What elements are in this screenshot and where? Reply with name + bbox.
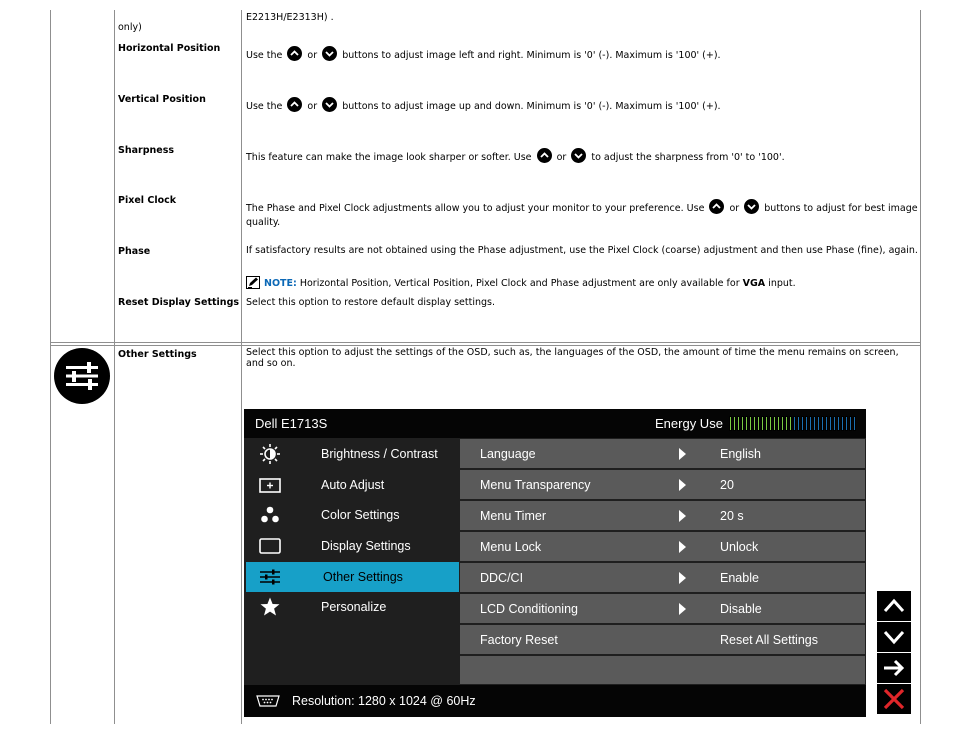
desc-text: This feature can make the image look sharper or softer. Use [246,152,532,163]
row-separator [50,342,921,343]
osd-status-bar [244,685,866,717]
osd-down-button[interactable] [877,622,911,652]
other-settings-icon [258,567,282,587]
osd-option-menu-transparency[interactable] [460,470,865,499]
osd-option-label: Menu Timer [480,509,546,523]
osd-option-factory-reset[interactable] [460,625,865,654]
arrow-right-icon [679,510,686,522]
color-settings-icon [258,505,282,525]
osd-option-value: Unlock [720,540,759,554]
arrow-right-icon [679,479,686,491]
osd-menu-label: Other Settings [323,570,403,584]
horizontal-position-desc [246,46,918,61]
osd-option-menu-lock[interactable] [460,532,865,561]
energy-meter-segment [749,416,752,431]
desc-text: or [556,152,567,163]
osd-menu-display-settings[interactable] [244,531,459,560]
osd-title-bar [244,409,866,438]
desc-text: Use the [246,101,283,112]
desc-text: or [729,203,740,214]
energy-meter [729,416,856,431]
osd-option-label: Factory Reset [480,633,558,647]
phase-desc: If satisfactory results are not obtained using the Phase adjustment, use the Pixel Clock (coarse) adjustment and then use Phase (fine), again. [246,245,918,256]
osd-option-value: English [720,447,761,461]
osd-submenu [460,439,865,685]
energy-meter-segment [801,416,804,431]
osd-model-name: Dell E1713S [255,416,328,431]
chevron-down-icon [882,626,906,648]
osd-option-lcd-conditioning[interactable] [460,594,865,623]
energy-meter-segment [821,416,824,431]
close-icon [882,688,906,710]
sharpness-label: Sharpness [118,145,175,156]
energy-use-label: Energy Use [655,416,723,431]
table-divider-icon-col [114,10,115,724]
vertical-position-desc [246,97,918,112]
osd-menu-label: Personalize [321,600,387,614]
display-settings-icon [258,536,282,556]
auto-adjust-icon [258,475,282,495]
star-icon [258,597,282,617]
energy-meter-segment [733,416,736,431]
energy-meter-segment [765,416,768,431]
note-pencil-icon [246,276,260,289]
chevron-up-icon [882,595,906,617]
osd-option-label: Language [480,447,536,461]
energy-meter-segment [841,416,844,431]
note-vga: VGA [742,278,766,289]
arrow-right-icon [679,572,686,584]
osd-option-value: Disable [720,602,762,616]
osd-menu-color-settings[interactable] [244,500,459,529]
note [246,276,918,289]
energy-meter-segment [817,416,820,431]
energy-meter-segment [837,416,840,431]
arrow-right-icon [679,541,686,553]
arrow-right-icon [679,603,686,615]
osd-option-value: 20 s [720,509,744,523]
energy-meter-segment [833,416,836,431]
horizontal-position-label: Horizontal Position [118,43,221,54]
down-button-icon [322,46,337,61]
osd-menu-label: Color Settings [321,508,400,522]
note-text: Horizontal Position, Vertical Position, Pixel Clock and Phase adjustment are only available for [299,278,740,289]
desc-text: buttons to adjust image up and down. Minimum is '0' (-). Maximum is '100' (+). [342,101,721,112]
osd-exit-button[interactable] [877,684,911,714]
energy-meter-segment [753,416,756,431]
desc-text: The Phase and Pixel Clock adjustments allow you to adjust your monitor to your preference. Use [246,203,705,214]
energy-meter-segment [829,416,832,431]
up-button-icon [287,97,302,112]
arrow-right-icon [882,657,906,679]
energy-meter-segment [745,416,748,431]
brightness-icon [258,444,282,464]
resolution-text: Resolution: 1280 x 1024 @ 60Hz [292,694,476,708]
energy-meter-segment [773,416,776,431]
desc-text: buttons to adjust image left and right. Minimum is '0' (-). Maximum is '100' (+). [342,50,721,61]
desc-text: or [307,50,318,61]
table-border-left [50,10,51,724]
reset-display-settings-label: Reset Display Settings [118,297,240,308]
table-divider-label-col [241,10,242,724]
osd-option-value: Enable [720,571,759,585]
down-button-icon [322,97,337,112]
energy-meter-segment [805,416,808,431]
down-button-icon [571,148,586,163]
table-border-right [920,10,921,724]
osd-menu-auto-adjust[interactable] [244,470,459,499]
energy-meter-segment [793,416,796,431]
energy-meter-segment [741,416,744,431]
vga-connector-icon [256,695,280,707]
osd-option-value: 20 [720,478,734,492]
osd-up-button[interactable] [877,591,911,621]
osd-menu-other-settings[interactable] [246,562,459,592]
energy-meter-segment [737,416,740,431]
energy-meter-segment [797,416,800,431]
up-button-icon [709,199,724,214]
osd-option-value: Reset All Settings [720,633,818,647]
energy-meter-segment [813,416,816,431]
osd-menu [244,409,866,717]
energy-meter-segment [777,416,780,431]
energy-meter-segment [785,416,788,431]
reset-display-settings-desc: Select this option to restore default display settings. [246,297,495,308]
sliders-icon [54,348,110,404]
note-text-end: input. [768,278,796,289]
energy-meter-segment [849,416,852,431]
sharpness-desc [246,148,918,163]
desc-text: buttons to adjust for best image quality. [246,203,918,228]
energy-meter-segment [757,416,760,431]
arrow-right-icon [679,448,686,460]
energy-meter-segment [809,416,812,431]
osd-option-label: LCD Conditioning [480,602,578,616]
osd-menu-brightness-contrast[interactable] [244,439,459,468]
osd-option-empty [460,656,865,684]
pixel-clock-label: Pixel Clock [118,195,177,206]
energy-meter-segment [853,416,856,431]
pixel-clock-desc [246,199,918,230]
osd-option-label: Menu Transparency [480,478,591,492]
other-settings-label: Other Settings [118,349,197,360]
other-settings-icon [54,348,110,404]
phase-label: Phase [118,246,151,257]
osd-option-label: Menu Lock [480,540,542,554]
osd-option-ddc-ci[interactable] [460,563,865,592]
energy-meter-segment [825,416,828,431]
osd-option-menu-timer[interactable] [460,501,865,530]
desc-text: or [307,101,318,112]
label-fragment: only) [118,22,142,33]
energy-meter-segment [781,416,784,431]
up-button-icon [537,148,552,163]
energy-meter-segment [845,416,848,431]
desc-text: to adjust the sharpness from '0' to '100'. [591,152,785,163]
desc-fragment: E2213H/E2313H) . [246,12,334,23]
osd-option-label: DDC/CI [480,571,524,585]
osd-menu-label: Display Settings [321,539,411,553]
osd-menu-personalize[interactable] [244,592,459,621]
osd-option-language[interactable] [460,439,865,468]
energy-meter-segment [789,416,792,431]
energy-meter-segment [761,416,764,431]
energy-meter-segment [769,416,772,431]
down-button-icon [744,199,759,214]
row-separator [50,345,921,346]
note-label: NOTE: [264,278,297,289]
osd-menu-label: Brightness / Contrast [321,447,438,461]
osd-menu-label: Auto Adjust [321,478,385,492]
other-settings-desc: Select this option to adjust the settings of the OSD, such as, the languages of the OSD, the amount of time the menu remains on screen, and so on. [246,347,899,369]
desc-text: Use the [246,50,283,61]
up-button-icon [287,46,302,61]
osd-enter-button[interactable] [877,653,911,683]
energy-meter-segment [729,416,732,431]
vertical-position-label: Vertical Position [118,94,206,105]
osd-main-menu [244,439,459,684]
